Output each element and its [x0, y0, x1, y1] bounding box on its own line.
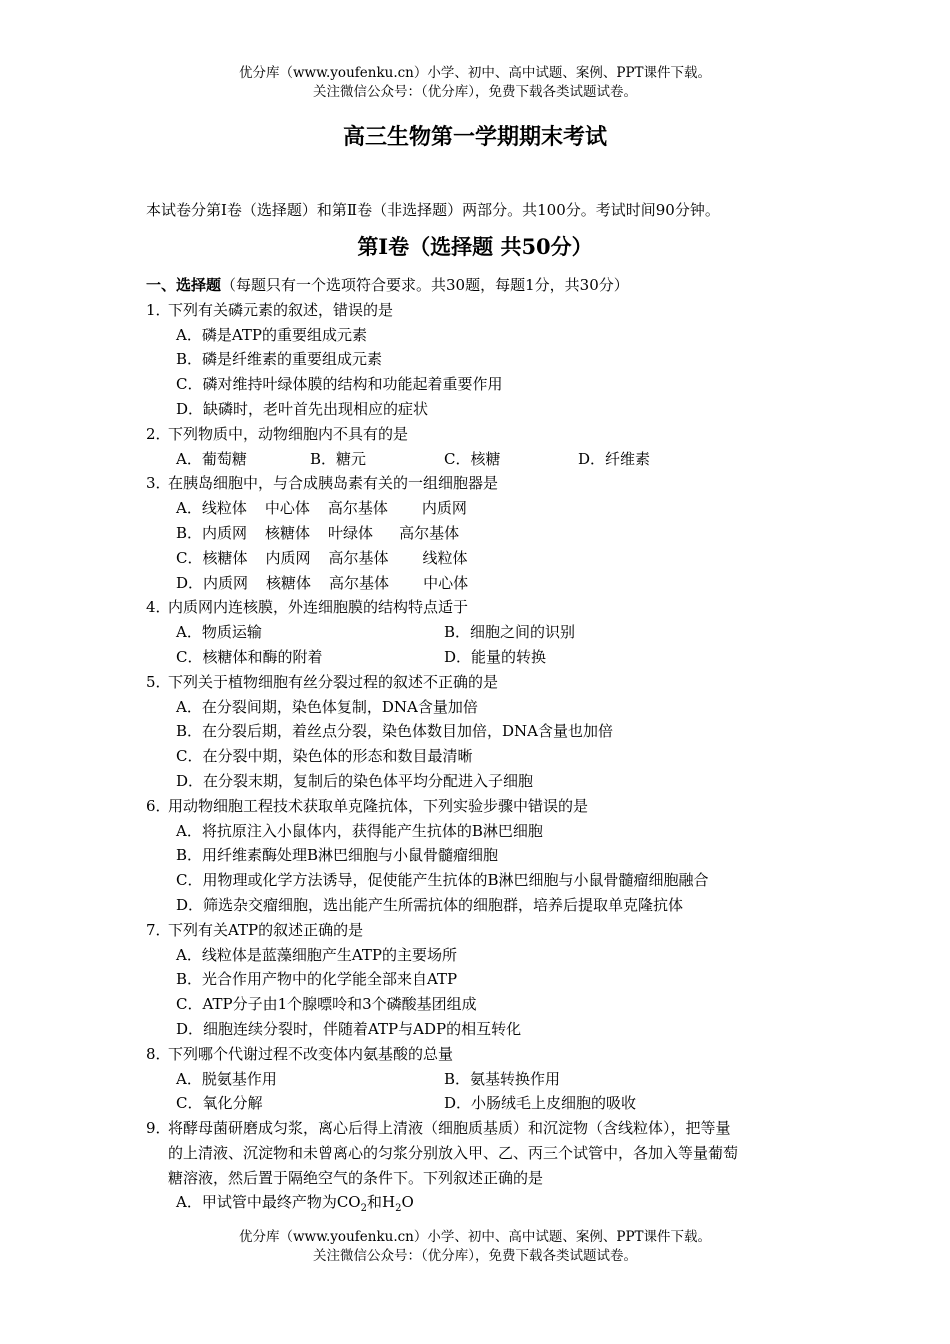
- option-item: 叶绿体: [328, 523, 374, 542]
- option-text: A．甲试管中最终产物为CO: [176, 1193, 361, 1212]
- option-item: 高尔基体: [399, 523, 460, 542]
- option: B．用纤维素酶处理B淋巴细胞与小鼠骨髓瘤细胞: [176, 846, 499, 865]
- question-stem: [146, 670, 810, 695]
- question-number: 5．: [146, 672, 171, 691]
- option: D．小肠绒毛上皮细胞的吸收: [444, 1094, 637, 1113]
- option-row: [146, 645, 810, 670]
- option-item: 核糖体: [265, 523, 311, 542]
- exam-intro: 本试卷分第Ⅰ卷（选择题）和第Ⅱ卷（非选择题）两部分。共100分。考试时间90分钟。: [146, 201, 720, 219]
- option-item: 内质网: [265, 548, 311, 567]
- banner-line-1: 优分库（www.youfenku.cn）小学、初中、高中试题、案例、PPT课件下载。: [238, 65, 712, 81]
- question-stem: [146, 471, 810, 496]
- section-note: （每题只有一个选项符合要求。共30题，每题1分，共30分）: [221, 276, 629, 294]
- option-item: 高尔基体: [327, 499, 388, 518]
- question-number: 9．: [146, 1119, 171, 1138]
- question-number: 6．: [146, 796, 171, 815]
- option: B．磷是纤维素的重要组成元素: [176, 350, 383, 369]
- option: C．用物理或化学方法诱导，促使能产生抗体的B淋巴细胞与小鼠骨髓瘤细胞融合: [176, 871, 709, 890]
- option: B．糖元: [310, 449, 367, 468]
- option: B．氨基转换作用: [444, 1069, 561, 1088]
- question-stem: [146, 1116, 810, 1141]
- question-text-cont: 糖溶液，然后置于隔绝空气的条件下。下列叙述正确的是: [168, 1168, 544, 1187]
- option-item: 高尔基体: [329, 573, 390, 592]
- question-text-cont: 的上清液、沉淀物和未曾离心的匀浆分别放入甲、乙、丙三个试管中，各加入等量葡萄: [168, 1143, 739, 1162]
- exam-title: 高三生物第一学期期末考试: [342, 124, 607, 150]
- option-item: 中心体: [264, 499, 310, 518]
- subscript: 2: [395, 1203, 402, 1215]
- question-text: 下列哪个代谢过程不改变体内氨基酸的总量: [168, 1044, 454, 1063]
- option-item: 线粒体: [422, 548, 468, 567]
- banner-line-2: 关注微信公众号：（优分库），免费下载各类试题试卷。: [313, 84, 637, 100]
- part-title: 第Ⅰ卷（选择题 共50分）: [357, 234, 593, 259]
- question-text: 下列有关磷元素的叙述，错误的是: [168, 300, 394, 319]
- question-text: 在胰岛细胞中，与合成胰岛素有关的一组细胞器是: [168, 474, 499, 493]
- question-text: 下列有关ATP的叙述正确的是: [168, 920, 364, 939]
- option-item: D．内质网: [176, 573, 249, 592]
- option-row: [146, 620, 810, 645]
- banner-line-2: 关注微信公众号：（优分库），免费下载各类试题试卷。: [313, 1248, 637, 1264]
- section-heading: [146, 273, 810, 298]
- option: C．ATP分子由1个腺嘌呤和3个磷酸基团组成: [176, 995, 477, 1014]
- option-text: O: [401, 1193, 414, 1212]
- option-row: [146, 447, 810, 472]
- option: D．在分裂末期，复制后的染色体平均分配进入子细胞: [176, 771, 534, 790]
- option: D．缺磷时，老叶首先出现相应的症状: [176, 399, 429, 418]
- question-text: 内质网内连核膜，外连细胞膜的结构特点适于: [168, 598, 469, 617]
- option-item: 高尔基体: [328, 548, 389, 567]
- option-row: [146, 1067, 810, 1092]
- section-label: 一、选择题: [146, 276, 222, 294]
- option: B．光合作用产物中的化学能全部来自ATP: [176, 970, 458, 989]
- question-text: 下列物质中，动物细胞内不具有的是: [168, 424, 409, 443]
- question-stem: [146, 595, 810, 620]
- option: A．葡萄糖: [176, 449, 247, 468]
- question-stem: [146, 298, 810, 323]
- option: [146, 546, 810, 571]
- option: C．核糖体和酶的附着: [176, 647, 323, 666]
- option-text: 和H: [366, 1193, 396, 1212]
- banner-line-1: 优分库（www.youfenku.cn）小学、初中、高中试题、案例、PPT课件下载。: [238, 1229, 712, 1245]
- option: [146, 571, 810, 596]
- option: [146, 1190, 810, 1215]
- option: D．筛选杂交瘤细胞，选出能产生所需抗体的细胞群，培养后提取单克隆抗体: [176, 895, 684, 914]
- option: B．细胞之间的识别: [444, 623, 576, 642]
- question-number: 2．: [146, 424, 171, 443]
- option-item: 核糖体: [266, 573, 312, 592]
- option: A．在分裂间期，染色体复制，DNA含量加倍: [176, 697, 478, 716]
- option: C．氧化分解: [176, 1094, 263, 1113]
- question-text: 将酵母菌研磨成匀浆，离心后得上清液（细胞质基质）和沉淀物（含线粒体），把等量: [168, 1119, 731, 1138]
- option-item: B．内质网: [176, 523, 248, 542]
- option: C．在分裂中期，染色体的形态和数目最清晰: [176, 747, 473, 766]
- question-number: 7．: [146, 920, 171, 939]
- option: [146, 496, 810, 521]
- option: D．纤维素: [578, 449, 651, 468]
- bottom-banner: [0, 1228, 950, 1266]
- option-item: 内质网: [421, 499, 467, 518]
- option: D．能量的转换: [444, 647, 547, 666]
- subscript: 2: [360, 1203, 367, 1215]
- option-row: [146, 1091, 810, 1116]
- question-text: 用动物细胞工程技术获取单克隆抗体，下列实验步骤中错误的是: [168, 796, 589, 815]
- option: B．在分裂后期，着丝点分裂，染色体数目加倍，DNA含量也加倍: [176, 722, 614, 741]
- option: [146, 521, 810, 546]
- option: A．物质运输: [176, 623, 262, 642]
- question-text: 下列关于植物细胞有丝分裂过程的叙述不正确的是: [168, 672, 499, 691]
- option-item: A．线粒体: [176, 499, 247, 518]
- question-stem: [146, 794, 810, 819]
- option: C．磷对维持叶绿体膜的结构和功能起着重要作用: [176, 375, 503, 394]
- option-item: C．核糖体: [176, 548, 248, 567]
- question-list: [146, 273, 810, 1215]
- question-stem: [146, 918, 810, 943]
- question-number: 8．: [146, 1044, 171, 1063]
- option: C．核糖: [444, 449, 501, 468]
- option: A．将抗原注入小鼠体内，获得能产生抗体的B淋巴细胞: [176, 821, 543, 840]
- question-number: 3．: [146, 474, 171, 493]
- option: A．磷是ATP的重要组成元素: [176, 325, 367, 344]
- option-item: 中心体: [423, 573, 469, 592]
- question-stem: [146, 1042, 810, 1067]
- question-number: 4．: [146, 598, 171, 617]
- question-stem: [146, 422, 810, 447]
- option: A．线粒体是蓝藻细胞产生ATP的主要场所: [176, 945, 457, 964]
- option: A．脱氨基作用: [176, 1069, 277, 1088]
- option: D．细胞连续分裂时，伴随着ATP与ADP的相互转化: [176, 1019, 522, 1038]
- top-banner: [0, 64, 950, 102]
- question-number: 1．: [146, 300, 171, 319]
